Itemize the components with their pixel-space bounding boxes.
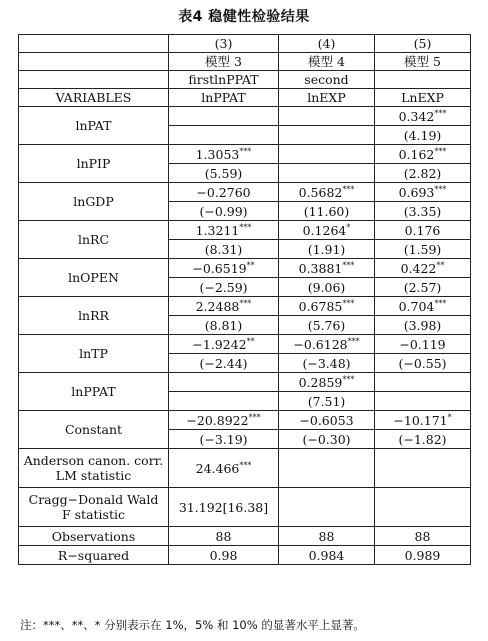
tstat-cell: (8.81): [169, 316, 279, 335]
coefficient-cell: −0.6053: [279, 411, 375, 430]
tstat-cell: (3.35): [375, 202, 471, 221]
table-title: 表4 稳健性检验结果: [178, 9, 310, 25]
coef-row: [19, 107, 471, 126]
anderson-label: Anderson canon. corr. LM statistic: [19, 449, 169, 488]
rsquared-v3: 0.98: [169, 546, 279, 565]
coefficient-cell: [279, 145, 375, 164]
coef-row: [19, 259, 471, 278]
coefficient-cell: 0.1264*: [279, 221, 375, 240]
header-col5: (5): [375, 35, 471, 53]
variable-name: lnGDP: [19, 183, 169, 221]
header-row-stage: [19, 71, 471, 89]
coefficient-cell: 1.3211***: [169, 221, 279, 240]
tstat-cell: (4.19): [375, 126, 471, 145]
tstat-cell: (5.76): [279, 316, 375, 335]
tstat-cell: [279, 164, 375, 183]
header-model3: 模型 3: [169, 53, 279, 71]
coefficient-cell: 0.2859***: [279, 373, 375, 392]
header-model5: 模型 5: [375, 53, 471, 71]
coef-row: [19, 335, 471, 354]
coef-row: [19, 183, 471, 202]
rsquared-row: [19, 546, 471, 565]
header-col3: (3): [169, 35, 279, 53]
variable-name: lnPPAT: [19, 373, 169, 411]
header-stage4: second: [279, 71, 375, 89]
coefficient-cell: 0.3881***: [279, 259, 375, 278]
observations-v4: 88: [279, 527, 375, 546]
header-row-number: [19, 35, 471, 53]
coefficient-cell: [169, 107, 279, 126]
tstat-cell: (−3.48): [279, 354, 375, 373]
coefficient-cell: 0.693***: [375, 183, 471, 202]
cragg-value: 31.192[16.38]: [169, 488, 279, 527]
coef-row: [19, 221, 471, 240]
tstat-cell: [169, 392, 279, 411]
coefficient-cell: −10.171*: [375, 411, 471, 430]
tstat-cell: (−2.59): [169, 278, 279, 297]
variable-name: Constant: [19, 411, 169, 449]
header-row-dependent: [19, 89, 471, 107]
header-dep5: LnEXP: [375, 89, 471, 107]
tstat-cell: (1.59): [375, 240, 471, 259]
coefficient-cell: −20.8922***: [169, 411, 279, 430]
variable-name: lnPIP: [19, 145, 169, 183]
tstat-cell: (5.59): [169, 164, 279, 183]
observations-label: Observations: [19, 527, 169, 546]
tstat-cell: (11.60): [279, 202, 375, 221]
observations-row: [19, 527, 471, 546]
coefficient-cell: 0.422**: [375, 259, 471, 278]
header-dep3: lnPPAT: [169, 89, 279, 107]
tstat-cell: (2.57): [375, 278, 471, 297]
tstat-cell: (2.82): [375, 164, 471, 183]
tstat-cell: [169, 126, 279, 145]
robustness-table: [18, 34, 471, 565]
coef-row: [19, 145, 471, 164]
coefficient-cell: −0.6128***: [279, 335, 375, 354]
coefficient-cell: [169, 373, 279, 392]
tstat-cell: (3.98): [375, 316, 471, 335]
rsquared-label: R−squared: [19, 546, 169, 565]
variable-name: lnTP: [19, 335, 169, 373]
tstat-cell: (−0.55): [375, 354, 471, 373]
coefficient-cell: 0.176: [375, 221, 471, 240]
coefficient-cell: [375, 373, 471, 392]
tstat-cell: (−2.44): [169, 354, 279, 373]
table-note: 注：***、**、* 分别表示在 1%，5% 和 10% 的显著水平上显著。: [20, 618, 365, 632]
rsquared-v4: 0.984: [279, 546, 375, 565]
tstat-cell: (1.91): [279, 240, 375, 259]
coefficient-cell: 0.5682***: [279, 183, 375, 202]
anderson-value: 24.466***: [169, 449, 279, 488]
cragg-row: [19, 488, 471, 527]
coef-row: [19, 297, 471, 316]
coefficient-cell: 0.704***: [375, 297, 471, 316]
header-model4: 模型 4: [279, 53, 375, 71]
tstat-cell: (8.31): [169, 240, 279, 259]
coefficient-cell: −0.119: [375, 335, 471, 354]
tstat-cell: [279, 126, 375, 145]
coefficient-cell: 0.6785***: [279, 297, 375, 316]
coefficient-cell: 1.3053***: [169, 145, 279, 164]
coef-row: [19, 411, 471, 430]
tstat-cell: (−3.19): [169, 430, 279, 449]
header-row-model: [19, 53, 471, 71]
coefficient-cell: [279, 107, 375, 126]
variable-name: lnRR: [19, 297, 169, 335]
anderson-row: [19, 449, 471, 488]
tstat-cell: (−1.82): [375, 430, 471, 449]
coefficient-cell: −1.9242**: [169, 335, 279, 354]
header-stage3: firstlnPPAT: [169, 71, 279, 89]
header-variables: VARIABLES: [19, 89, 169, 107]
tstat-cell: (−0.99): [169, 202, 279, 221]
variable-name: lnPAT: [19, 107, 169, 145]
coefficient-cell: −0.6519**: [169, 259, 279, 278]
cragg-label: Cragg−Donald Wald F statistic: [19, 488, 169, 527]
tstat-cell: (9.06): [279, 278, 375, 297]
tstat-cell: (−0.30): [279, 430, 375, 449]
observations-v5: 88: [375, 527, 471, 546]
tstat-cell: [375, 392, 471, 411]
observations-v3: 88: [169, 527, 279, 546]
header-dep4: lnEXP: [279, 89, 375, 107]
coefficient-cell: −0.2760: [169, 183, 279, 202]
header-col4: (4): [279, 35, 375, 53]
rsquared-v5: 0.989: [375, 546, 471, 565]
variable-name: lnOPEN: [19, 259, 169, 297]
coefficient-cell: 2.2488***: [169, 297, 279, 316]
coef-row: [19, 373, 471, 392]
tstat-cell: (7.51): [279, 392, 375, 411]
variable-name: lnRC: [19, 221, 169, 259]
coefficient-cell: 0.342***: [375, 107, 471, 126]
coefficient-cell: 0.162***: [375, 145, 471, 164]
